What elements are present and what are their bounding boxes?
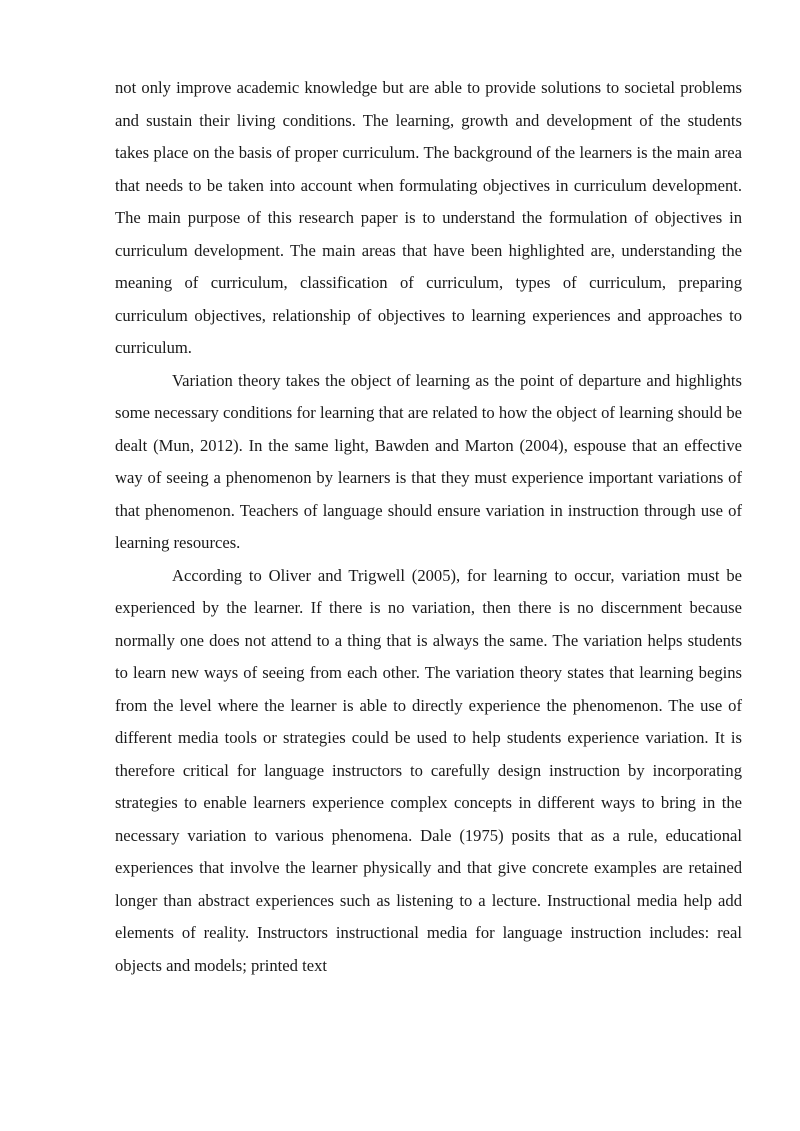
paragraph-continued: not only improve academic knowledge but are able to provide solutions to societal problems and sustain their living conditions. The learning, growth and development of the students takes place on the basis of proper curriculum. The background of the learners is the main area that needs to be taken into account when formulating objectives in curriculum development. The main purpose of this research paper is to understand the formulation of objectives in curriculum development. The main areas that have been highlighted are, understanding the meaning of curriculum, classification of curriculum, types of curriculum, preparing curriculum objectives, relationship of objectives to learning experiences and approaches to curriculum. — [115, 78, 742, 357]
paragraph-oliver-trigwell: According to Oliver and Trigwell (2005), for learning to occur, variation must be experienced by the learner. If there is no variation, then there is no discernment because normally one does not attend to a thing that is always the same. The variation helps students to learn new ways of seeing from each other. The variation theory states that learning begins from the level where the learner is able to directly experience the phenomenon. The use of different media tools or strategies could be used to help students experience variation. It is therefore critical for language instructors to carefully design instruction by incorporating strategies to enable learners experience complex concepts in different ways to bring in the necessary variation to various phenomena. Dale (1975) posits that as a rule, educational experiences that involve the learner physically and that give concrete examples are retained longer than abstract experiences such as listening to a lecture. Instructional media help add elements of reality. Instructors instructional media for language instruction includes: real objects and models; printed text — [115, 565, 742, 975]
paragraph-variation-theory: Variation theory takes the object of learning as the point of departure and highlights some necessary conditions for learning that are related to how the object of learning should be dealt (Mun, 2012). In the same light, Bawden and Marton (2004), espouse that an effective way of seeing a phenomenon by learners is that they must experience important variations of that phenomenon. Teachers of language should ensure variation in instruction through use of learning resources. — [115, 370, 742, 552]
body-text — [115, 72, 742, 982]
